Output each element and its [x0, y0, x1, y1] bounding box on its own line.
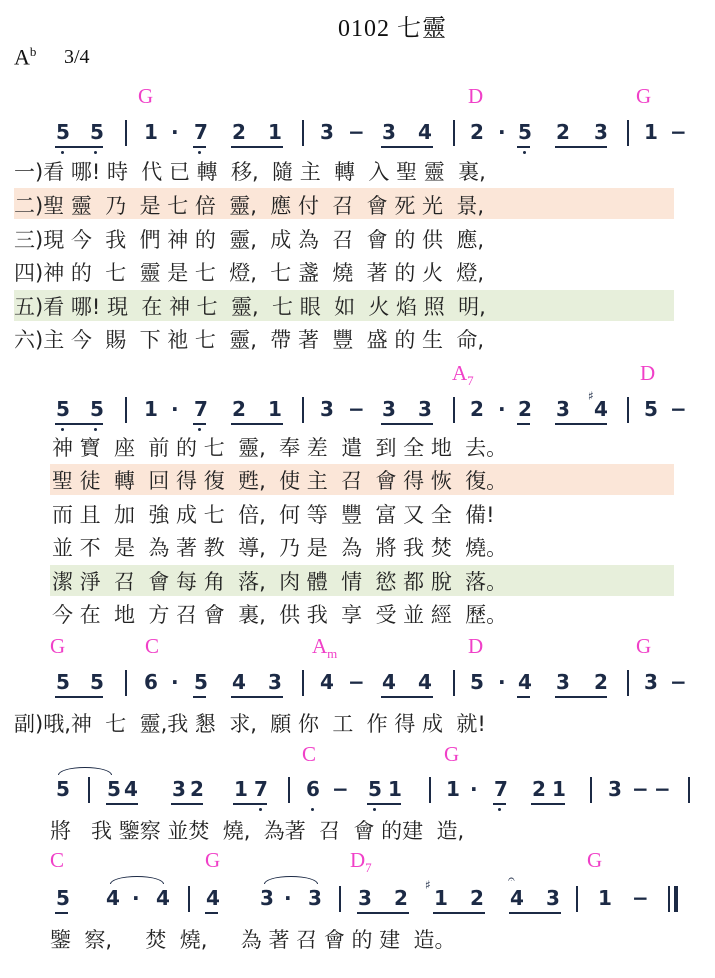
chord: G — [205, 848, 221, 872]
notation-line-4: 5 5 4 3 2 1 7 6 − 5 1 1 · 7 2 1 3 − − — [0, 777, 715, 817]
key-accidental: b — [29, 44, 37, 59]
time-signature: 3/4 — [64, 46, 90, 68]
verse-4-line: 四)神 的 七 靈 是 七 燈, 七 盞 燒 著 的 火 燈, — [14, 261, 485, 285]
verse-2-line: 二)聖 靈 乃 是 七 倍 靈, 應 付 召 會 死 光 景, — [14, 194, 485, 218]
verse-3-line: 而 且 加 強 成 七 倍, 何 等 豐 富 又 全 備! — [52, 503, 495, 527]
chord: $A_7$ — [452, 361, 474, 389]
chord: D — [640, 361, 656, 385]
notation-line-3: 5 5 6 · 5 4 3 4 − 4 4 5 · 4 3 2 3 − — [0, 670, 715, 710]
chord: G — [138, 84, 154, 108]
chord: $A_m$ — [312, 634, 338, 662]
verse-5-line: 五)看 哪! 現 在 神 七 靈, 七 眼 如 火 焰 照 明, — [14, 295, 486, 319]
chord: G — [50, 634, 66, 658]
verse-6-line: 六)主 今 賜 下 祂 七 靈, 帶 著 豐 盛 的 生 命, — [14, 328, 485, 352]
chorus-line: 副)哦,神 七 靈,我 懇 求, 願 你 工 作 得 成 就! — [14, 712, 486, 736]
verse-4-line: 並 不 是 為 著 教 導, 乃 是 為 將 我 焚 燒。 — [52, 536, 508, 560]
chord: G — [444, 742, 460, 766]
verse-5-line: 潔 淨 召 會 每 角 落, 肉 體 情 慾 都 脫 落。 — [52, 570, 508, 594]
key-note: A — [14, 44, 30, 70]
chord: G — [636, 84, 652, 108]
verse-6-line: 今 在 地 方 召 會 裏, 供 我 享 受 並 經 歷。 — [52, 603, 508, 627]
chord: D — [468, 634, 484, 658]
fermata-icon: 𝄐 — [508, 872, 515, 886]
chorus-line: 將 我 鑒察 並焚 燒, 為著 召 會 的建 造, — [50, 819, 465, 843]
verse-2-line: 聖 徒 轉 回 得 復 甦, 使 主 召 會 得 恢 復。 — [52, 469, 508, 493]
verse-3-line: 三)現 今 我 們 神 的 靈, 成 為 召 會 的 供 應, — [14, 228, 485, 252]
notation-line-1: 5 5 1 · 7 2 1 3 − 3 4 2 · 5 2 3 1 − — [0, 120, 715, 160]
verse-1-line: 神 寶 座 前 的 七 靈, 奉 差 遣 到 全 地 去。 — [52, 436, 508, 460]
notation-line-2: 5 5 1 · 7 2 1 3 − 3 3 2 · 2 3 ♯ 4 5 − — [0, 397, 715, 437]
chord: C — [145, 634, 160, 658]
key-signature — [14, 44, 36, 70]
chord: G — [587, 848, 603, 872]
chorus-line: 鑒 察, 焚 燒, 為 著 召 會 的 建 造。 — [50, 928, 456, 952]
chord: D — [468, 84, 484, 108]
notation-line-5: 5 4 · 4 4 3 · 3 3 2 ♯ 1 2 𝄐 4 3 1 − — [0, 886, 715, 926]
chord: $D_7$ — [350, 848, 372, 876]
chord: C — [50, 848, 65, 872]
chord: G — [636, 634, 652, 658]
chord: C — [302, 742, 317, 766]
verse-1-line: 一)看 哪! 時 代 已 轉 移, 隨 主 轉 入 聖 靈 裏, — [14, 160, 486, 184]
song-title: 0102 七靈 — [338, 16, 447, 42]
